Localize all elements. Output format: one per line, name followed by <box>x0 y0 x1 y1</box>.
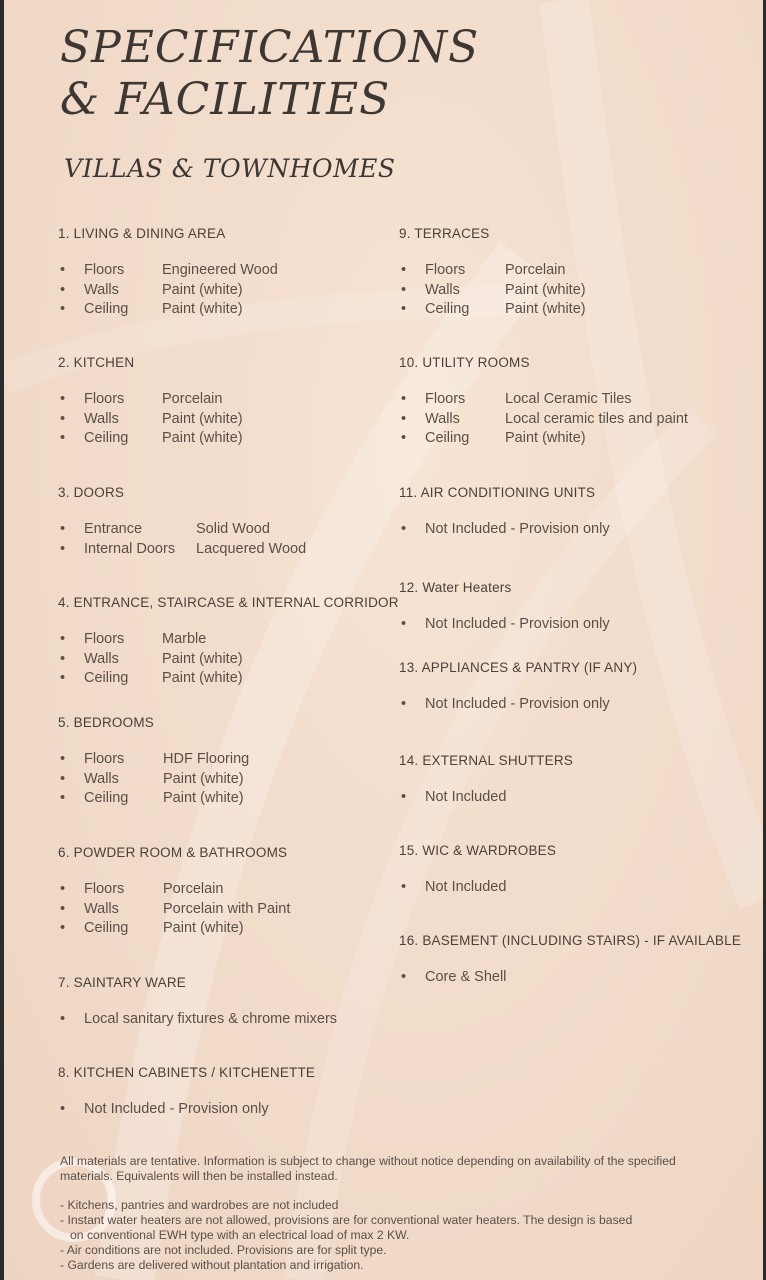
spec-value: Marble <box>162 631 207 647</box>
bullet-icon: • <box>60 281 66 298</box>
section-title: 13. APPLIANCES & PANTRY (IF ANY) <box>399 660 638 675</box>
bullet-icon: • <box>60 430 66 446</box>
section-title: 1. LIVING & DINING AREA <box>58 226 226 241</box>
note-line: - Kitchens, pantries and wardrobes are not included <box>60 1198 339 1212</box>
spec-label: Not Included - Provision only <box>425 521 610 537</box>
disclaimer: All materials are tentative. Information is subject to change without notice depending on availability of the specified materials. Equivalents will then be installed instead. <box>60 1154 676 1183</box>
spec-label: Walls <box>425 281 460 298</box>
section-title: 9. TERRACES <box>399 226 490 241</box>
section-title: 7. SAINTARY WARE <box>58 975 186 990</box>
section-title: 8. KITCHEN CABINETS / KITCHENETTE <box>58 1065 316 1080</box>
bullet-icon: • <box>60 1101 66 1117</box>
spec-section <box>58 595 418 689</box>
spec-label: Floors <box>84 631 125 647</box>
section-title: 10. UTILITY ROOMS <box>399 355 530 370</box>
spec-label: Entrance <box>84 521 143 537</box>
spec-label: Not Included <box>425 879 507 895</box>
spec-item <box>58 429 418 449</box>
spec-item <box>399 281 759 301</box>
spec-value: Local Ceramic Tiles <box>505 391 632 407</box>
spec-value: Paint (white) <box>505 281 586 298</box>
spec-section <box>399 843 759 898</box>
spec-label: Walls <box>84 900 119 917</box>
bullet-icon: • <box>60 670 66 686</box>
bullet-icon: • <box>60 751 66 767</box>
spec-label: Floors <box>84 391 125 407</box>
spec-section <box>399 485 759 540</box>
spec-value: Paint (white) <box>163 790 244 806</box>
bullet-icon: • <box>60 540 66 557</box>
spec-value: Paint (white) <box>162 430 243 446</box>
spec-label: Not Included <box>425 789 507 805</box>
spec-item <box>58 789 418 809</box>
section-title: 15. WIC & WARDROBES <box>399 843 557 858</box>
spec-section <box>399 226 759 320</box>
spec-item <box>399 968 759 988</box>
spec-label: Walls <box>84 770 119 787</box>
spec-label: Ceiling <box>84 430 129 446</box>
bullet-icon: • <box>401 616 407 632</box>
bullet-icon: • <box>60 631 66 647</box>
spec-value: Paint (white) <box>162 410 243 427</box>
spec-label: Ceiling <box>84 920 129 936</box>
bullet-icon: • <box>60 920 66 936</box>
bullet-icon: • <box>401 969 407 985</box>
spec-section <box>58 355 418 449</box>
bullet-icon: • <box>60 770 66 787</box>
spec-section <box>58 845 418 939</box>
spec-item <box>399 429 759 449</box>
spec-item <box>58 900 418 920</box>
spec-label: Not Included - Provision only <box>84 1101 269 1117</box>
section-title: 3. DOORS <box>58 485 125 500</box>
spec-item <box>58 669 418 689</box>
spec-value: Paint (white) <box>162 670 243 686</box>
section-title: 11. AIR CONDITIONING UNITS <box>399 485 596 500</box>
spec-value: HDF Flooring <box>163 751 250 767</box>
spec-item <box>58 390 418 410</box>
spec-label: Not Included - Provision only <box>425 616 610 632</box>
section-title: 12. Water Heaters <box>399 580 512 595</box>
page-subtitle: VILLAS & TOWNHOMES <box>64 154 396 183</box>
spec-item <box>399 788 759 808</box>
spec-value: Solid Wood <box>196 521 270 537</box>
spec-label: Ceiling <box>84 670 129 686</box>
spec-item <box>58 410 418 430</box>
section-title: 14. EXTERNAL SHUTTERS <box>399 753 573 768</box>
spec-label: Ceiling <box>425 430 470 446</box>
bullet-icon: • <box>401 430 407 446</box>
spec-section <box>58 485 418 559</box>
spec-label: Internal Doors <box>84 540 176 557</box>
spec-label: Walls <box>425 410 460 427</box>
spec-item <box>399 300 759 320</box>
spec-label: Local sanitary fixtures & chrome mixers <box>84 1011 338 1027</box>
spec-item <box>58 261 418 281</box>
spec-label: Core & Shell <box>425 969 507 985</box>
spec-item <box>58 300 418 320</box>
bullet-icon: • <box>401 262 407 278</box>
spec-value: Paint (white) <box>163 920 244 936</box>
spec-item <box>58 880 418 900</box>
spec-label: Floors <box>84 751 125 767</box>
note-line: - Instant water heaters are not allowed, provisions are for conventional water heaters. The design is based <box>60 1213 633 1227</box>
spec-value: Porcelain <box>505 262 566 278</box>
spec-section <box>399 660 759 715</box>
spec-item <box>399 520 759 540</box>
spec-item <box>58 1100 418 1120</box>
spec-section <box>58 226 418 320</box>
spec-section <box>399 753 759 808</box>
spec-value: Paint (white) <box>163 770 244 787</box>
spec-section <box>399 580 759 635</box>
spec-label: Walls <box>84 650 119 667</box>
spec-label: Floors <box>84 262 125 278</box>
spec-item <box>58 919 418 939</box>
page-title: SPECIFICATIONS & FACILITIES <box>60 22 480 125</box>
spec-section <box>58 715 418 809</box>
spec-label: Ceiling <box>425 301 470 317</box>
spec-value: Lacquered Wood <box>196 540 307 557</box>
bullet-icon: • <box>60 790 66 806</box>
spec-value: Engineered Wood <box>162 262 278 278</box>
spec-item <box>58 1010 418 1030</box>
spec-label: Not Included - Provision only <box>425 696 610 712</box>
spec-item <box>399 695 759 715</box>
spec-section <box>399 933 759 988</box>
spec-item <box>399 390 759 410</box>
section-title: 4. ENTRANCE, STAIRCASE & INTERNAL CORRIDOR <box>58 595 399 610</box>
bullet-icon: • <box>60 1011 66 1027</box>
bullet-icon: • <box>60 900 66 917</box>
spec-sheet <box>4 0 763 1280</box>
spec-item <box>58 281 418 301</box>
spec-value: Porcelain with Paint <box>163 900 291 917</box>
spec-label: Walls <box>84 410 119 427</box>
bullet-icon: • <box>401 410 407 427</box>
section-title: 16. BASEMENT (INCLUDING STAIRS) - IF AVAILABLE <box>399 933 742 948</box>
bullet-icon: • <box>60 391 66 407</box>
spec-value: Paint (white) <box>505 301 586 317</box>
spec-label: Ceiling <box>84 301 129 317</box>
spec-value: Paint (white) <box>505 430 586 446</box>
spec-item <box>58 520 418 540</box>
footer-notes <box>60 1154 720 1273</box>
bullet-icon: • <box>60 521 66 537</box>
spec-section <box>58 975 418 1030</box>
bullet-icon: • <box>401 521 407 537</box>
notes-list <box>60 1198 720 1273</box>
bullet-icon: • <box>60 650 66 667</box>
bullet-icon: • <box>401 301 407 317</box>
bullet-icon: • <box>401 879 407 895</box>
bullet-icon: • <box>401 391 407 407</box>
spec-item <box>399 878 759 898</box>
bullet-icon: • <box>401 696 407 712</box>
note-line: on conventional EWH type with an electrical load of max 2 KW. <box>70 1228 410 1242</box>
spec-label: Floors <box>425 391 466 407</box>
spec-value: Porcelain <box>163 881 224 897</box>
section-title: 6. POWDER ROOM & BATHROOMS <box>58 845 288 860</box>
bullet-icon: • <box>60 881 66 897</box>
spec-section <box>58 1065 418 1120</box>
spec-label: Ceiling <box>84 790 129 806</box>
spec-item <box>58 540 418 560</box>
spec-item <box>399 410 759 430</box>
note-line: - Air conditions are not included. Provisions are for split type. <box>60 1243 387 1257</box>
spec-item <box>399 261 759 281</box>
spec-item <box>58 650 418 670</box>
bullet-icon: • <box>60 301 66 317</box>
spec-label: Floors <box>84 881 125 897</box>
spec-section <box>399 355 759 449</box>
spec-item <box>58 750 418 770</box>
spec-item <box>399 615 759 635</box>
note-line: - Gardens are delivered without plantation and irrigation. <box>60 1258 364 1272</box>
spec-value: Porcelain <box>162 391 223 407</box>
spec-label: Floors <box>425 262 466 278</box>
spec-value: Paint (white) <box>162 650 243 667</box>
bullet-icon: • <box>401 789 407 805</box>
spec-value: Local ceramic tiles and paint <box>505 410 688 427</box>
spec-label: Walls <box>84 281 119 298</box>
bullet-icon: • <box>60 410 66 427</box>
bullet-icon: • <box>60 262 66 278</box>
spec-item <box>58 630 418 650</box>
section-title: 2. KITCHEN <box>58 355 135 370</box>
spec-item <box>58 770 418 790</box>
spec-value: Paint (white) <box>162 281 243 298</box>
bullet-icon: • <box>401 281 407 298</box>
section-title: 5. BEDROOMS <box>58 715 154 730</box>
spec-value: Paint (white) <box>162 301 243 317</box>
